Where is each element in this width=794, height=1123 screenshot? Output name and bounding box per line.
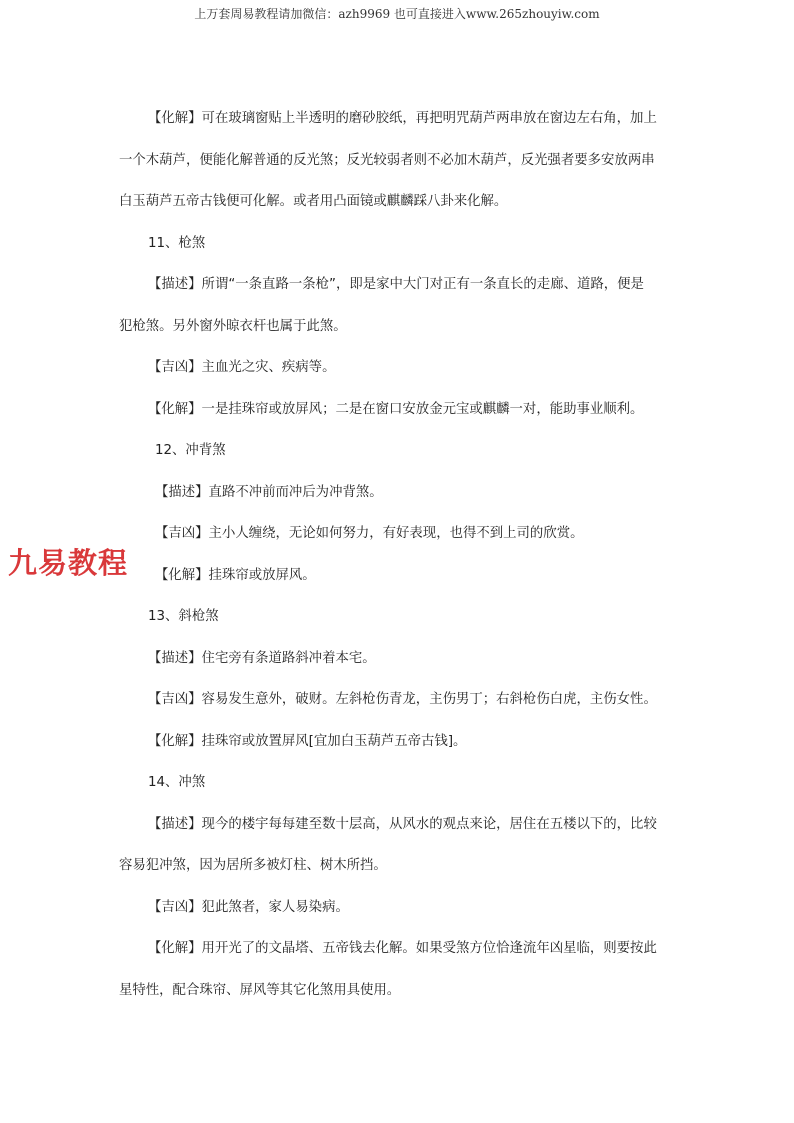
section-heading: 11、枪煞 (148, 236, 206, 251)
page-header-text: 上万套周易教程请加微信：azh9969 也可直接进入www.265zhouyiw.com (194, 7, 600, 21)
paragraph-line: 一个木葫芦，便能化解普通的反光煞；反光较弱者则不必加木葫芦，反光强者要多安放两串 (119, 153, 655, 168)
paragraph-line: 【化解】一是挂珠帘或放屏风；二是在窗口安放金元宝或麒麟一对，能助事业顺利。 (148, 402, 644, 417)
section-heading: 12、冲背煞 (155, 443, 226, 458)
paragraph-line: 白玉葫芦五帝古钱便可化解。或者用凸面镜或麒麟踩八卦来化解。 (119, 194, 508, 209)
paragraph-line: 【化解】可在玻璃窗贴上半透明的磨砂胶纸，再把明咒葫芦两串放在窗边左右角，加上 (148, 111, 657, 126)
paragraph-line: 【描述】直路不冲前而冲后为冲背煞。 (155, 485, 383, 500)
paragraph-line: 【吉凶】主小人缠绕，无论如何努力，有好表现，也得不到上司的欣赏。 (155, 526, 584, 541)
paragraph-line: 星特性，配合珠帘、屏风等其它化煞用具使用。 (119, 983, 401, 998)
paragraph-line: 容易犯冲煞，因为居所多被灯柱、树木所挡。 (119, 858, 387, 873)
paragraph-line: 【描述】所谓“一条直路一条枪”，即是家中大门对正有一条直长的走廊、道路，便是 (148, 277, 644, 292)
paragraph-line: 【吉凶】犯此煞者，家人易染病。 (148, 900, 349, 915)
paragraph-line: 【吉凶】主血光之灾、疾病等。 (148, 360, 336, 375)
section-heading: 13、斜枪煞 (148, 609, 219, 624)
paragraph-line: 【化解】挂珠帘或放置屏风[宜加白玉葫芦五帝古钱]。 (148, 734, 467, 749)
paragraph-line: 【化解】用开光了的文晶塔、五帝钱去化解。如果受煞方位恰逢流年凶星临，则要按此 (148, 941, 657, 956)
paragraph-line: 【描述】住宅旁有条道路斜冲着本宅。 (148, 651, 376, 666)
section-heading: 14、冲煞 (148, 775, 206, 790)
paragraph-line: 【描述】现今的楼宇每每建至数十层高，从风水的观点来论，居住在五楼以下的，比较 (148, 817, 657, 832)
watermark-logo: 九易教程 (8, 546, 129, 580)
paragraph-line: 【吉凶】容易发生意外，破财。左斜枪伤青龙，主伤男丁；右斜枪伤白虎，主伤女性。 (148, 692, 657, 707)
paragraph-line: 犯枪煞。另外窗外晾衣杆也属于此煞。 (119, 319, 347, 334)
paragraph-line: 【化解】挂珠帘或放屏风。 (155, 568, 316, 583)
